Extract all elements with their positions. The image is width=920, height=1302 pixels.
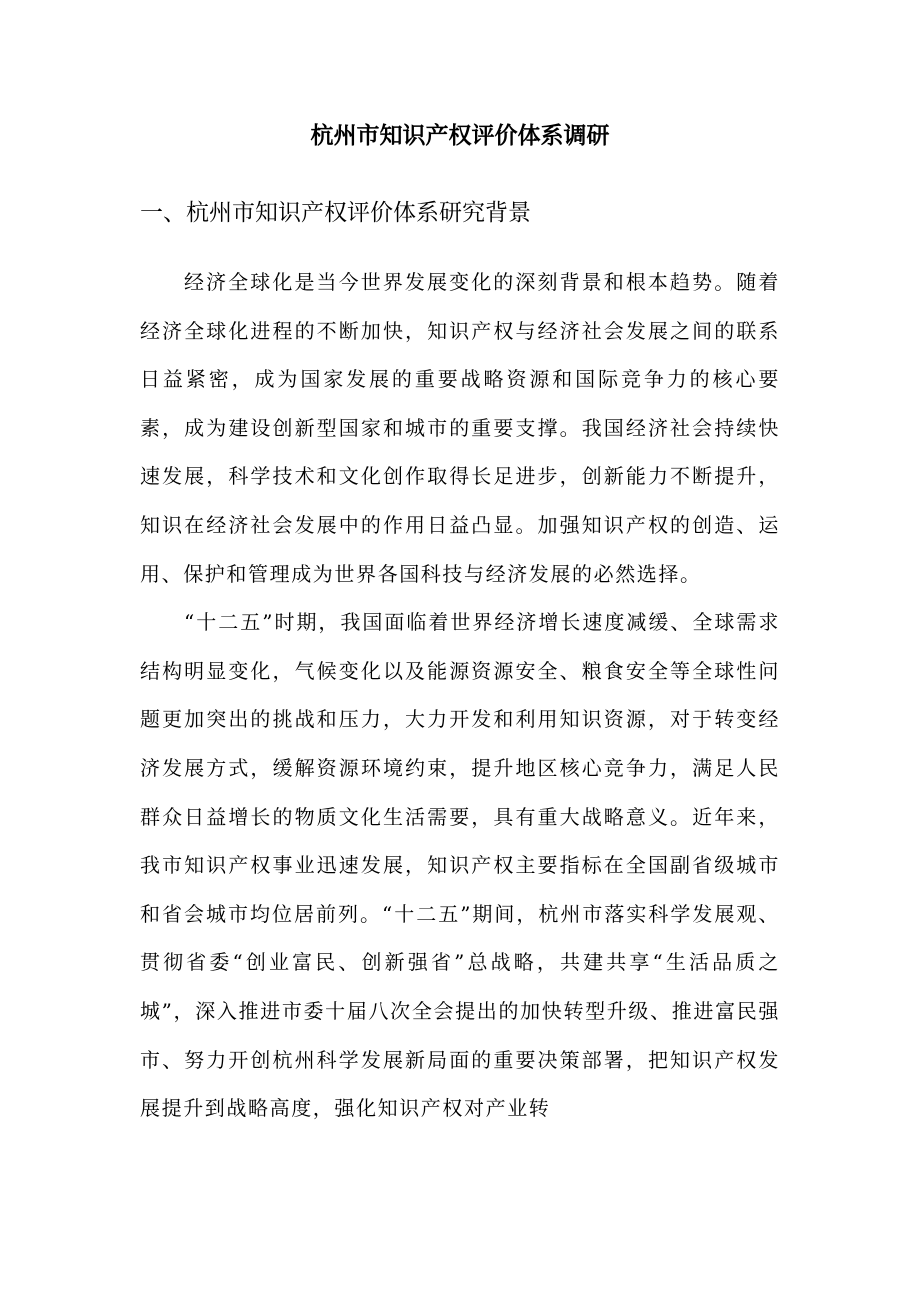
paragraph: 经济全球化是当今世界发展变化的深刻背景和根本趋势。随着经济全球化进程的不断加快，知识产权与经济社会发展之间的联系日益紧密，成为国家发展的重要战略资源和国际竞争力的核心要素，成为建设创新型国家和城市的重要支撑。我国经济社会持续快速发展，科学技术和文化创作取得长足进步，创新能力不断提升，知识在经济社会发展中的作用日益凸显。加强知识产权的创造、运用、保护和管理成为世界各国科技与经济发展的必然选择。 xyxy=(140,270,780,586)
section-heading: 一、杭州市知识产权评价体系研究背景 xyxy=(140,200,531,226)
paragraph: “十二五”时期，我国面临着世界经济增长速度减缓、全球需求结构明显变化，气候变化以及能源资源安全、粮食安全等全球性问题更加突出的挑战和压力，大力开发和利用知识资源，对于转变经济发展方式，缓解资源环境约束，提升地区核心竞争力，满足人民群众日益增长的物质文化生活需要，具有重大战略意义。近年来，我市知识产权事业迅速发展，知识产权主要指标在全国副省级城市和省会城市均位居前列。“十二五”期间，杭州市落实科学发展观、贯彻省委“创业富民、创新强省”总战略，共建共享“生活品质之城”，深入推进市委十届八次全会提出的加快转型升级、推进富民强市、努力开创杭州科学发展新局面的重要决策部署，把知识产权发展提升到战略高度，强化知识产权对产业转 xyxy=(140,610,780,1121)
page-title: 杭州市知识产权评价体系调研 xyxy=(310,123,610,149)
body-text xyxy=(140,258,780,1133)
